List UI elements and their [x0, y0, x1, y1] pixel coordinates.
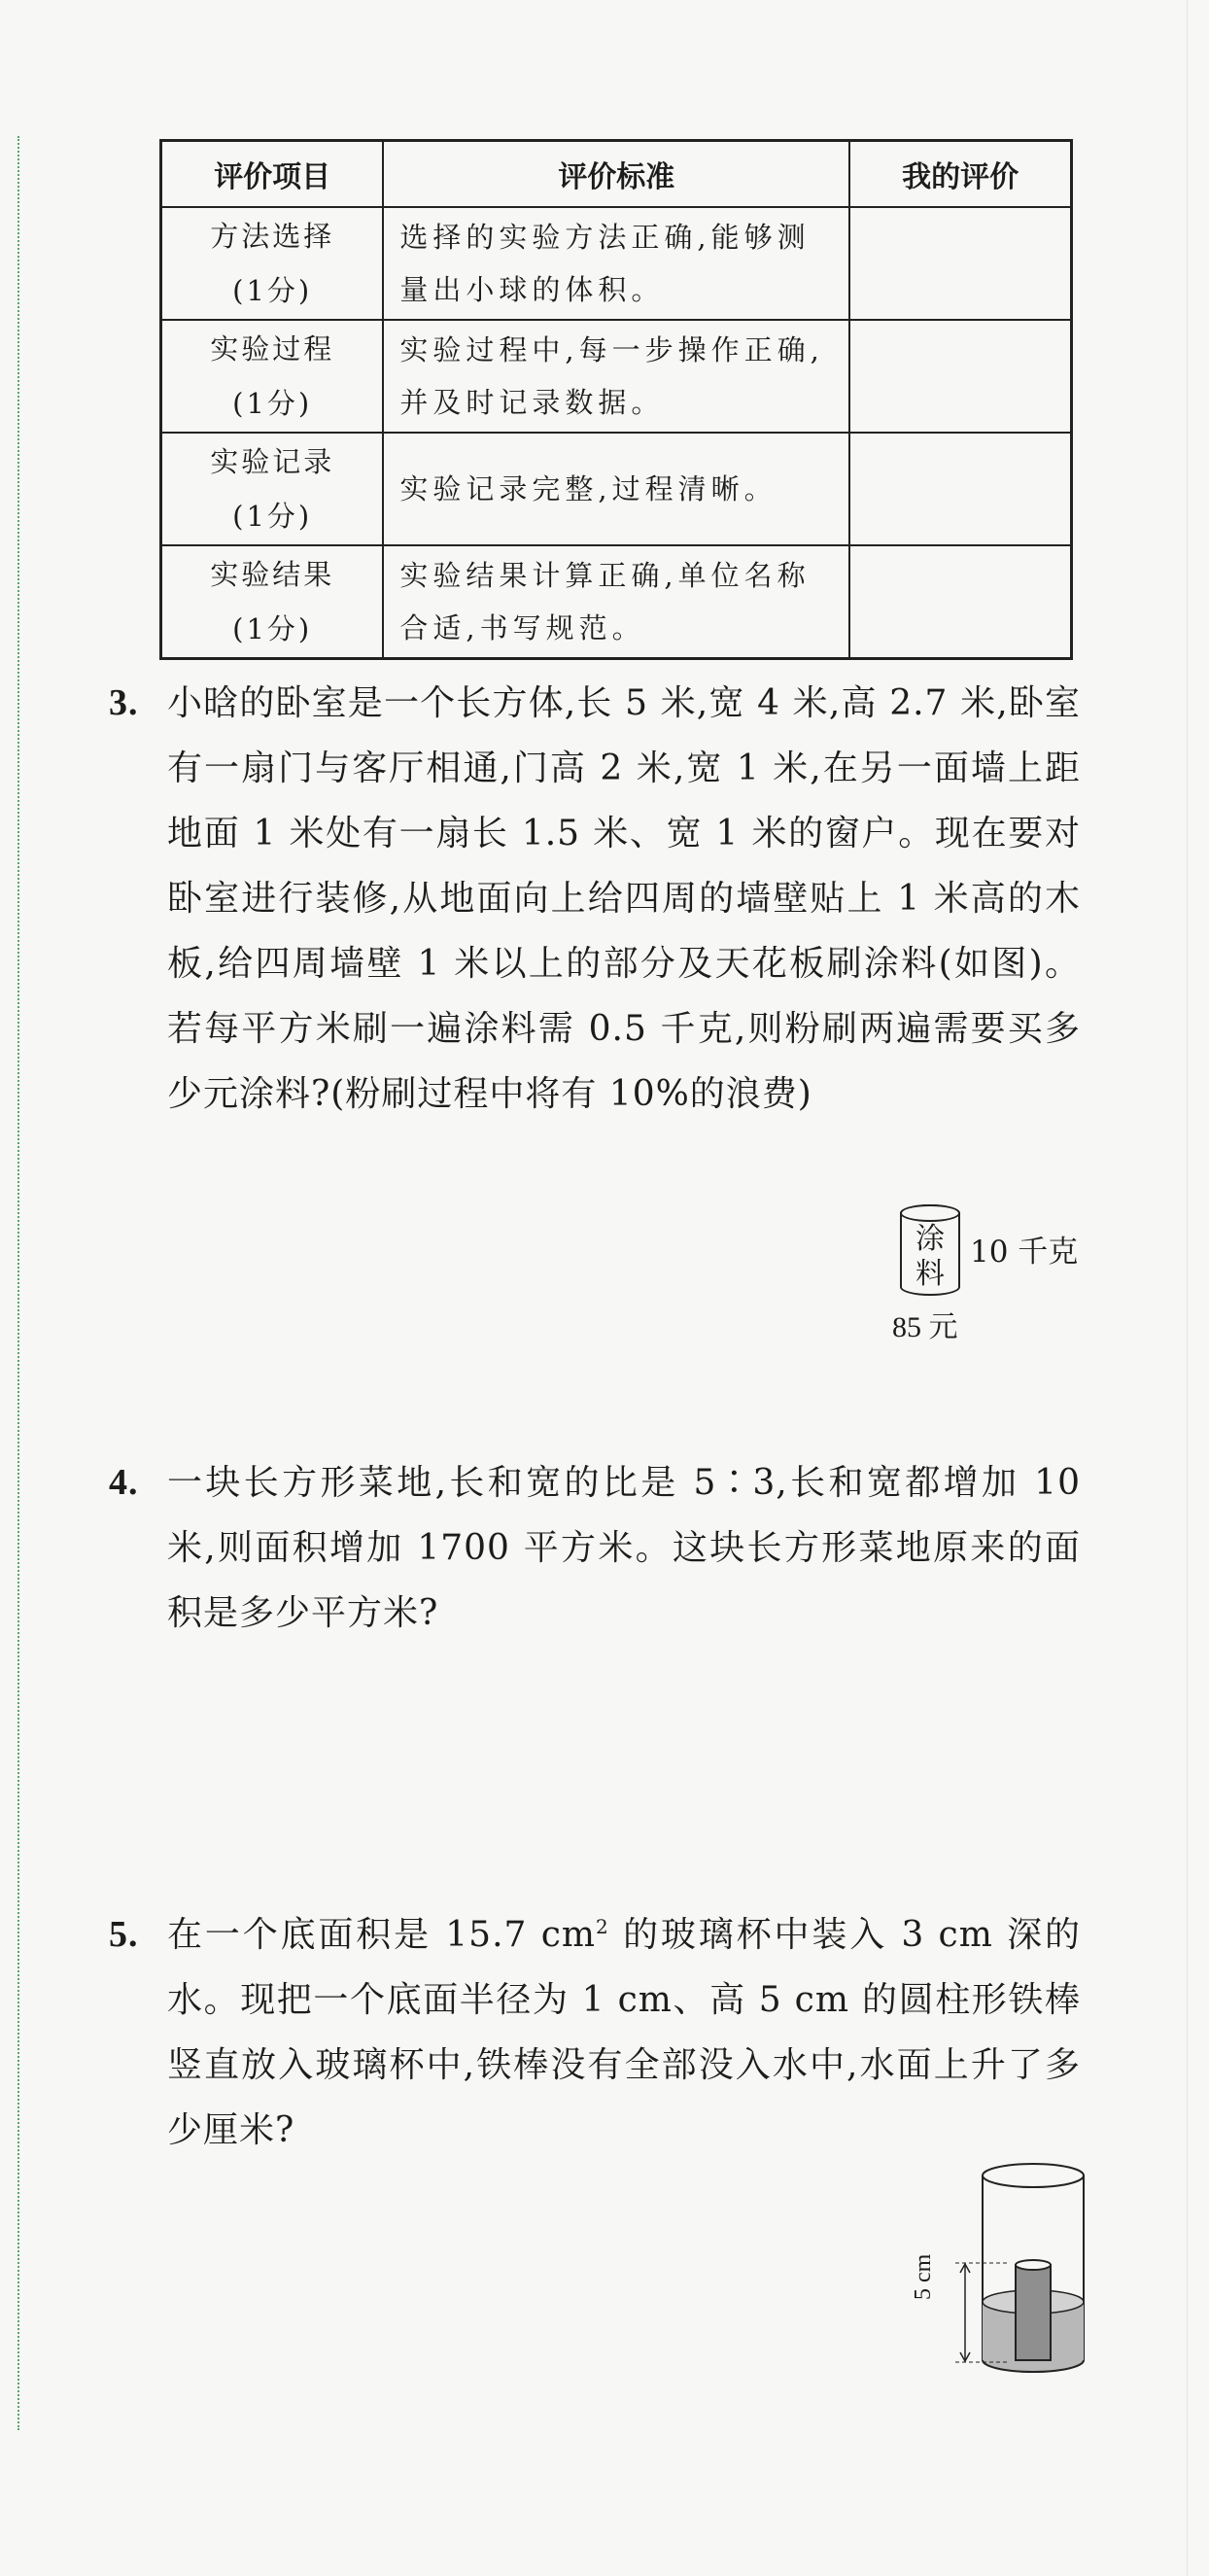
- row-mine[interactable]: [849, 207, 1071, 320]
- row-mine[interactable]: [849, 545, 1071, 659]
- problem-3: [109, 671, 1081, 1127]
- row-item-cell: [161, 433, 384, 545]
- row-item: 方法选择: [210, 220, 335, 253]
- row-score: (1分): [232, 612, 313, 645]
- header-mine: 我的评价: [849, 141, 1071, 208]
- table-header-row: [161, 141, 1072, 208]
- problem-text: 小晗的卧室是一个长方体,长 5 米,宽 4 米,高 2.7 米,卧室有一扇门与客厅相通,门高 2 米,宽 1 米,在另一面墙上距地面 1 米处有一扇长 1.5 米、宽 1 米的窗户。现在要对卧室进行装修,从地面向上给四周的墙壁贴上 1 米高的木板,给四周墙壁 1 米以上的部分及天花板刷涂料(如图)。若每平方米刷一遍涂料需 0.5 千克,则粉刷两遍需要买多少元涂料?(粉刷过程中将有 10%的浪费): [167, 683, 1081, 1114]
- row-mine[interactable]: [849, 433, 1071, 545]
- problem-text-b: 的玻璃杯中装入 3 cm 深的水。现把一个底面半径为 1 cm、高 5 cm 的圆柱形铁棒竖直放入玻璃杯中,铁棒没有全部没入水中,水面上升了多少厘米?: [167, 1915, 1081, 2150]
- evaluation-table: [159, 139, 1073, 660]
- beaker-figure: [928, 2156, 1093, 2389]
- table-row: [161, 207, 1072, 320]
- table-row: [161, 545, 1072, 659]
- row-score: (1分): [232, 387, 313, 420]
- unit-exponent: 2: [596, 1915, 609, 1938]
- paint-can-label: [906, 1222, 954, 1292]
- problem-text-a: 在一个底面积是 15.7 cm: [167, 1915, 597, 1955]
- table-row: [161, 320, 1072, 433]
- problem-number: 3.: [109, 682, 139, 723]
- row-item-cell: [161, 207, 384, 320]
- iron-rod: [1016, 2265, 1051, 2360]
- row-item: 实验记录: [210, 445, 335, 478]
- problem-number: 4.: [109, 1462, 139, 1503]
- row-mine[interactable]: [849, 320, 1071, 433]
- problem-text: 一块长方形菜地,长和宽的比是 5∶3,长和宽都增加 10 米,则面积增加 1700 平方米。这块长方形菜地原来的面积是多少平方米?: [167, 1463, 1081, 1633]
- paint-can-weight: 10 千克: [970, 1235, 1079, 1270]
- page-edge: [1187, 0, 1188, 2576]
- row-score: (1分): [232, 274, 313, 307]
- binding-dotted-line: [17, 136, 19, 2430]
- row-item-cell: [161, 545, 384, 659]
- problem-4: [109, 1450, 1081, 1646]
- paint-can-label-2: 料: [915, 1257, 945, 1291]
- row-standard: 实验过程中,每一步操作正确,并及时记录数据。: [383, 320, 849, 433]
- iron-rod-top: [1016, 2260, 1051, 2270]
- rod-height-label: 5 cm: [911, 2253, 936, 2300]
- beaker-top-rim: [983, 2164, 1084, 2187]
- paint-can-lid-icon: [900, 1204, 960, 1222]
- row-item-cell: [161, 320, 384, 433]
- paint-can-price: 85 元: [892, 1311, 958, 1343]
- problem-number: 5.: [109, 1914, 139, 1955]
- row-item: 实验结果: [210, 558, 335, 591]
- row-score: (1分): [232, 500, 313, 533]
- row-standard: 实验结果计算正确,单位名称合适,书写规范。: [383, 545, 849, 659]
- header-standard: 评价标准: [383, 141, 849, 208]
- table-row: [161, 433, 1072, 545]
- paint-can-label-1: 涂: [915, 1222, 945, 1256]
- row-standard: 选择的实验方法正确,能够测量出小球的体积。: [383, 207, 849, 320]
- row-standard: 实验记录完整,过程清晰。: [383, 433, 849, 545]
- row-item: 实验过程: [210, 332, 335, 366]
- problem-5: [109, 1902, 1081, 2163]
- header-item: 评价项目: [161, 141, 384, 208]
- problem-text: [167, 1902, 1081, 2163]
